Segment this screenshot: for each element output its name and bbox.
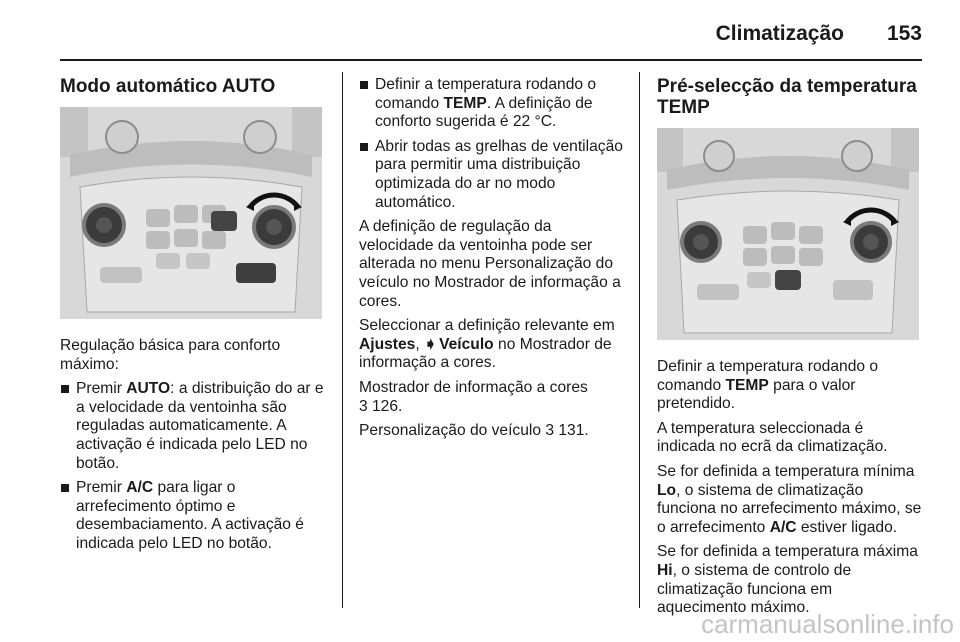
max-temp-text: Se for definida a temperatura máxima Hi, o sistema de controlo de climatização funciona em aquecimento máximo. — [657, 543, 918, 617]
min-temp-text: Se for definida a temperatura mínima Lo, o sistema de climatização funciona no arrefecimento máximo, se o arrefecimento A/C estiver ligado. — [657, 462, 922, 536]
page-header — [60, 16, 922, 62]
column-divider-1 — [342, 72, 343, 608]
header-rule — [60, 59, 922, 61]
key-ac: A/C — [126, 479, 154, 497]
fan-speed-text: A definição de regulação da velocidade da ventoinha pode ser alterada no menu Personalização do veículo no Mostrador de informação a cores. — [359, 218, 621, 310]
heading-temp-preselect: Pré-selecção da temperatura TEMP — [657, 76, 917, 118]
arrow-icon: ➧ — [424, 335, 438, 353]
bullet-temp: Definir a temperatura rodando o comando TEMP. A definição de conforto sugerida é 22 °C. — [359, 76, 626, 132]
bullet-ac: Premir A/C para ligar o arrefecimento óptimo e desembaciamento. A activação é indicada pelo LED no botão. — [60, 479, 326, 553]
settings-text: Seleccionar a definição relevante em Ajustes, ➧ Veículo no Mostrador de informação a cores. — [359, 317, 615, 372]
column-divider-2 — [639, 72, 640, 608]
climate-panel-photo-auto — [60, 107, 322, 319]
key-ajustes: Ajustes — [359, 335, 416, 353]
key-ac-2: A/C — [769, 518, 797, 536]
page-number: 153 — [886, 22, 922, 45]
page-reference: 3 126. — [359, 397, 403, 415]
personalization-reference: Personalização do veículo 3 131. — [359, 422, 589, 440]
key-lo: Lo — [657, 481, 677, 499]
key-temp-2: TEMP — [725, 376, 769, 394]
temp-setting-text: Definir a temperatura rodando o comando TEMP para o valor pretendido. — [657, 358, 879, 413]
climate-panel-photo-temp — [657, 128, 919, 340]
temp-display-text: A temperatura seleccionada é indicada no ecrã da climatização. — [657, 419, 888, 456]
auto-bullet-list — [60, 380, 326, 553]
column-2 — [359, 76, 626, 447]
watermark: carmanualsonline.info — [701, 609, 954, 639]
column-1 — [60, 76, 326, 560]
bullet-auto: Premir AUTO: a distribuição do ar e a velocidade da ventoinha são reguladas automaticamente. A activação é indicada pelo LED no botão. — [60, 380, 326, 473]
key-auto: AUTO — [126, 380, 171, 398]
display-reference: Mostrador de informação a cores 3 126. — [359, 378, 588, 415]
column-3 — [657, 76, 923, 624]
section-title: Climatização — [715, 22, 844, 45]
key-veiculo: Veículo — [439, 335, 494, 353]
bullet-vents: Abrir todas as grelhas de ventilação para permitir uma distribuição optimizada do ar no modo automático. — [359, 138, 626, 212]
intro-text: Regulação básica para conforto máximo: — [60, 337, 281, 373]
temp-bullet-list — [359, 76, 626, 212]
heading-auto-mode: Modo automático AUTO — [60, 76, 276, 97]
key-hi: Hi — [657, 561, 673, 579]
key-temp: TEMP — [443, 94, 487, 112]
